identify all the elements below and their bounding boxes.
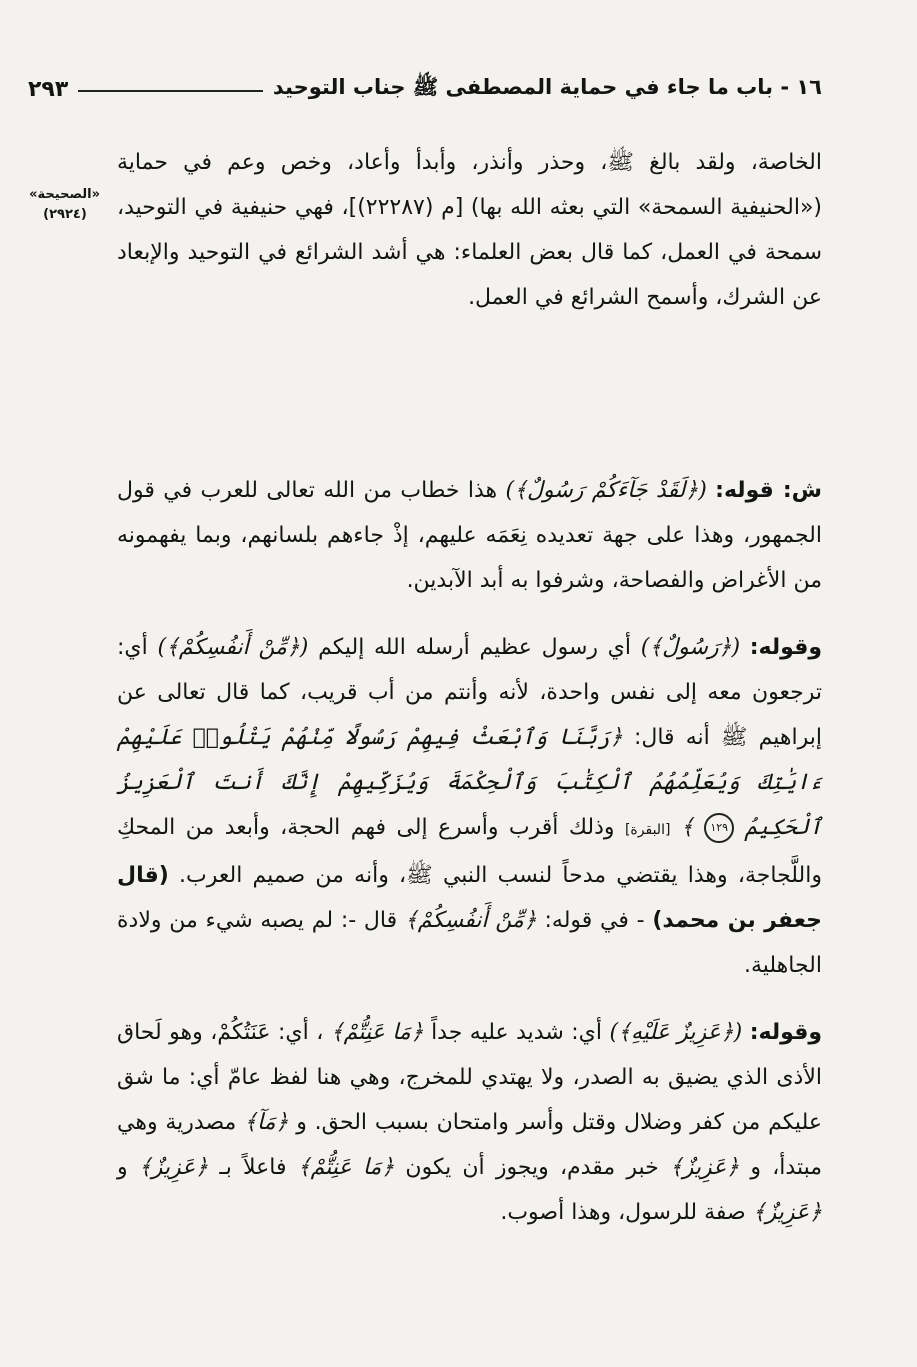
top-text-block bbox=[117, 140, 822, 342]
quran-quote: ﴿عَزِيزٌ﴾ bbox=[752, 1200, 822, 1225]
paragraph-text: قال -: لم يصبه شيء من ولادة الجاهلية. bbox=[117, 908, 822, 978]
ayah-number-mark: ١٢٩ bbox=[704, 813, 734, 843]
paragraph-text: مصدرية وهي مبتدأ، و bbox=[117, 1110, 823, 1180]
quran-quote: ﴿مَا عَنِتُّمْ﴾ bbox=[330, 1020, 424, 1045]
quran-quote: (﴿عَزِيزٌ عَلَيْهِ﴾) bbox=[609, 1020, 743, 1045]
margin-note bbox=[30, 185, 100, 225]
quran-quote: ﴿عَزِيزٌ﴾ bbox=[669, 1155, 740, 1180]
commentary-paragraph-1 bbox=[117, 468, 822, 603]
paragraph-text: - في قوله: bbox=[544, 908, 645, 933]
paragraph-text: وذلك أقرب وأسرع إلى فهم الحجة، وأبعد من المحكِ واللَّجاجة، وهذا يقتضي مدحاً لنسب النبي ﷺ، وأنه من صميم العرب. bbox=[117, 815, 822, 888]
commentary-paragraph-3 bbox=[117, 1010, 822, 1235]
paragraph-text: و bbox=[117, 1155, 128, 1180]
running-header bbox=[28, 72, 822, 106]
quran-quote: ﴿عَزِيزٌ﴾ bbox=[138, 1155, 209, 1180]
paragraph-text: خبر مقدم، ويجوز أن يكون bbox=[405, 1155, 659, 1180]
paragraph-lead: وقوله: bbox=[749, 1020, 823, 1045]
paragraph-lead: وقوله: bbox=[749, 635, 823, 660]
paragraph-text: فاعلاً بـ bbox=[219, 1155, 287, 1180]
quran-quote-end: ﴾ bbox=[680, 815, 694, 840]
commentary-block bbox=[117, 468, 822, 1257]
quran-quote: ﴿مَا عَنِتُّمْ﴾ bbox=[297, 1155, 395, 1180]
quran-quote: (﴿مِّنْ أَنفُسِكُمْ﴾) bbox=[157, 635, 309, 660]
quran-quote: ﴿رَبَّنَا وَٱبْعَثْ فِيهِمْ رَسُولًا مِّنْهُمْ يَتْلُوا۟ عَلَيْهِمْ ءَايَٰتِكَ وَيُعَلِّمُهُمُ ٱلْكِتَٰبَ وَٱلْحِكْمَةَ وَيُزَكِّيهِمْ إِنَّكَ أَنتَ ٱلْعَزِيزُ ٱلْحَكِيمُ bbox=[117, 725, 823, 840]
quran-quote: (﴿لَقَدْ جَآءَكُمْ رَسُولٌ﴾) bbox=[505, 478, 707, 503]
margin-note-source: «الصحيحة» bbox=[29, 187, 100, 202]
quran-quote: ﴿مِّنْ أَنفُسِكُمْ﴾ bbox=[404, 908, 537, 933]
quran-quote: ﴿مَآ﴾ bbox=[244, 1110, 289, 1135]
top-paragraph: الخاصة، ولقد بالغ ﷺ، وحذر وأنذر، وأبدأ وأعاد، وخص وعم في حماية («الحنيفية السمحة» التي بعثه الله بها) [م (٢٢٢٨٧)]، فهي حنيفية في التوحيد، سمحة في العمل، كما قال بعض العلماء: هي أشد الشرائع في التوحيد والإبعاد عن الشرك، وأسمح الشرائع في العمل. bbox=[117, 150, 822, 310]
chapter-title: ١٦ - باب ما جاء في حماية المصطفى ﷺ جناب التوحيد bbox=[272, 74, 822, 99]
paragraph-lead: ش: قوله: bbox=[715, 478, 822, 503]
header-rule bbox=[78, 90, 263, 92]
quoted-scholar: (قال جعفر بن محمد) bbox=[117, 863, 822, 933]
paragraph-text: صفة للرسول، وهذا أصوب. bbox=[500, 1200, 746, 1225]
paragraph-text: هذا خطاب من الله تعالى للعرب في قول الجمهور، وهذا على جهة تعديده نِعَمَه عليهم، إذْ جاءهم بلسانهم، وبما يفهمونه من الأغراض والفصاحة، وشرفوا به أبد الآبدين. bbox=[117, 478, 822, 593]
paragraph-text: أي: شديد عليه جداً bbox=[431, 1020, 602, 1045]
margin-note-number: (٢٩٢٤) bbox=[43, 207, 87, 222]
paragraph-text: أي: ترجعون معه إلى نفس واحدة، لأنه وأنتم من أب قريب، كما قال تعالى عن إبراهيم ﷺ أنه قال: bbox=[117, 635, 822, 750]
surah-reference: [البقرة] bbox=[624, 822, 671, 838]
quran-quote: (﴿رَسُولٌ﴾) bbox=[640, 635, 741, 660]
paragraph-text: أي رسول عظيم أرسله الله إليكم bbox=[318, 635, 632, 660]
paragraph-text: ، أي: عَنَتُكُمْ، وهو لَحاق الأذى الذي يضيق به الصدر، ولا يهتدي للمخرج، وهي هنا لفظ عامّ أي: ما شق عليكم من كفر وضلال وقتل وأسر وامتحان بسبب الحق. و bbox=[117, 1020, 822, 1135]
commentary-paragraph-2 bbox=[117, 625, 822, 988]
page-number: ٢٩٣ bbox=[28, 76, 69, 102]
